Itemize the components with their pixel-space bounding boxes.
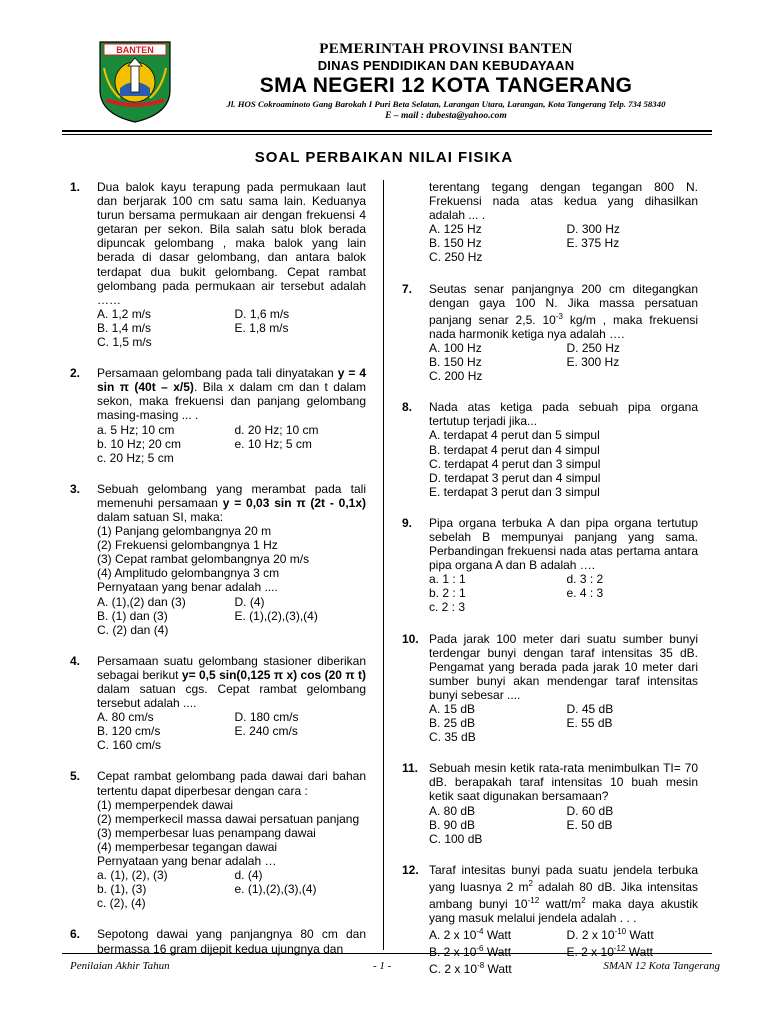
equation: y = 4 sin π (40t – x/5) (97, 366, 366, 395)
option: B. 150 Hz (429, 355, 482, 370)
option: c. (2), (4) (97, 896, 146, 911)
option: e. (1),(2),(3),(4) (234, 882, 317, 897)
statement: Pernyataan yang benar adalah … (97, 854, 277, 869)
exponent: -3 (555, 311, 563, 321)
question-number: 10. (402, 631, 419, 646)
option: d. 3 : 2 (566, 572, 604, 587)
equation: y= 0,5 sin(0,125 π x) cos (20 π t) (181, 667, 366, 682)
column-divider (383, 180, 384, 950)
text-part: dalam satuan SI, maka: (97, 509, 224, 524)
option: E. 50 dB (566, 817, 613, 832)
statement: (2) memperkecil massa dawai persatuan panjang (97, 811, 360, 826)
option: D. 300 Hz (566, 222, 620, 237)
option: A. 125 Hz (429, 222, 482, 237)
question-number: 9. (402, 515, 413, 530)
option: C. 35 dB (429, 730, 476, 745)
page-number: - 1 - (373, 960, 392, 972)
option: A. 15 dB (429, 702, 476, 716)
question-7 (402, 282, 698, 384)
question-text: terentang tegang dengan tegangan 800 N. Frekuensi nada atas kedua yang dihasilkan adalah ... . (429, 180, 698, 223)
equation: y = 0,03 sin π (2t - 0,1x) (222, 495, 366, 510)
answer-options (97, 868, 366, 910)
option: C. 250 Hz (429, 250, 483, 265)
option: E. 55 dB (566, 716, 613, 731)
answer-options (97, 307, 366, 349)
option: D. 2 x $10^{-10}$ Watt (566, 927, 654, 943)
option: C. 1,5 m/s (97, 335, 152, 350)
text-part: Persamaan gelombang pada tali dinyatakan (97, 366, 338, 381)
question-4 (70, 654, 366, 753)
statement: (2) Frekuensi gelombangnya 1 Hz (97, 538, 278, 553)
question-text (97, 654, 366, 710)
question-number: 11. (402, 761, 419, 776)
option: C. 2 x $10^{-8}$ Watt (429, 961, 512, 977)
option: B. 2 x $10^{-6}$ Watt (429, 944, 512, 960)
question-number: 4. (70, 653, 81, 668)
option: D. 60 dB (566, 803, 614, 818)
department-name: DINAS PENDIDIKAN DAN KEBUDAYAAN (317, 58, 575, 73)
footer-rule (62, 953, 712, 954)
option: e. 4 : 3 (566, 586, 604, 601)
question-number: 6. (70, 927, 81, 942)
answer-options (429, 341, 698, 383)
header-rule-thin (62, 134, 712, 135)
question-number: 2. (70, 366, 81, 381)
option: E. 2 x $10^{-12}$ Watt (566, 944, 653, 960)
text-part: Persamaan suatu gelombang stasioner diberikan sebagai berikut (97, 653, 366, 682)
option: D. 250 Hz (566, 340, 620, 355)
text-part: Seutas senar panjangnya 200 cm ditegangkan dengan gaya 100 N. Jika massa persatuan panjang senar 2,5. 10 (429, 281, 698, 327)
question-6 (70, 927, 366, 955)
question-number: 5. (70, 769, 81, 784)
question-text: Pipa organa terbuka A dan pipa organa tertutup sebelah B mempunyai panjang yang sama. Perbandingan frekuensi nada atas pertama antara pipa organa A dan B adalah …. (429, 515, 698, 573)
option: C. 100 dB (429, 831, 483, 846)
question-2 (70, 366, 366, 465)
text-part: watt/m (539, 897, 582, 912)
exponent: 2 (528, 878, 533, 888)
option: B. 90 dB (429, 817, 476, 832)
option: E. (1),(2),(3),(4) (234, 608, 318, 623)
question-text (429, 282, 698, 341)
question-6-continued (402, 180, 698, 265)
answer-options (429, 804, 698, 846)
option: E. 1,8 m/s (234, 320, 289, 335)
option: E. 300 Hz (566, 355, 620, 370)
option: D. terdapat 3 perut dan 4 simpul (429, 470, 601, 485)
footer-right: SMAN 12 Kota Tangerang (603, 960, 720, 972)
question-text: Dua balok kayu terapung pada permukaan laut dan berjarak 100 cm satu sama lain. Keduanya turun bersama permukaan air dengan frekuensi 4 getaran per sekon. Bila salah satu blok berada dipuncak gelombang , maka balok yang lain berada di dasar gelombang, dan antara balok terdapat dua bukit gelombang. Cepat rambat gelombang pada permukaan air tersebut adalah …… (97, 180, 366, 307)
school-name: SMA NEGERI 12 KOTA TANGERANG (259, 74, 633, 97)
answer-options (97, 423, 366, 465)
question-number: 12. (402, 862, 419, 877)
option: b. 10 Hz; 20 cm (97, 436, 182, 451)
option: a. 1 : 1 (429, 572, 466, 587)
option: D. 45 dB (566, 702, 614, 716)
answer-options (429, 702, 698, 744)
question-text: Sebuah mesin ketik rata-rata menimbulkan TI= 70 dB. berapakah taraf intensitas 10 buah mesin ketik saat digunakan bersamaan? (429, 761, 698, 804)
option: C. 200 Hz (429, 369, 483, 384)
text-part: Sebuah gelombang yang merambat pada tali memenuhi persamaan (97, 481, 366, 510)
answer-options (97, 710, 366, 752)
left-column (70, 180, 366, 973)
statement: (1) memperpendek dawai (97, 797, 234, 812)
option: A. 1,2 m/s (97, 306, 152, 321)
footer-left: Penilaian Akhir Tahun (70, 960, 170, 972)
option: E. 375 Hz (566, 236, 620, 251)
option: D. 1,6 m/s (234, 306, 290, 321)
option: E. terdapat 3 perut dan 3 simpul (429, 484, 600, 499)
banten-logo-icon (96, 38, 174, 124)
option: A. 2 x $10^{-4}$ Watt (429, 927, 512, 943)
question-text (97, 366, 366, 422)
question-number: 7. (402, 281, 413, 296)
text-part: dalam satuan cgs. Cepat rambat gelombang tersebut adalah .... (97, 682, 366, 711)
option: C. terdapat 4 perut dan 3 simpul (429, 456, 601, 471)
school-address: Jl. HOS Cokroaminoto Gang Barokah I Puri Beta Selatan, Larangan Utara, Larangan, Kota Tangerang Telp. 734 58340 (226, 99, 666, 109)
question-8 (402, 400, 698, 499)
exponent: 2 (581, 896, 586, 906)
question-10 (402, 632, 698, 745)
question-9 (402, 516, 698, 615)
logo-text: BANTEN (116, 45, 154, 55)
question-text (97, 482, 366, 524)
statement: Pernyataan yang benar adalah .... (97, 580, 278, 595)
option: A. terdapat 4 perut dan 5 simpul (429, 428, 600, 443)
question-3 (70, 482, 366, 637)
statement: (3) memperbesar luas penampang dawai (97, 825, 316, 840)
option: d. 20 Hz; 10 cm (234, 422, 319, 437)
option: D. (4) (234, 594, 265, 609)
option: e. 10 Hz; 5 cm (234, 436, 312, 451)
document-title: SOAL PERBAIKAN NILAI FISIKA (254, 149, 514, 166)
text-part: . Bila x dalam cm dan t dalam sekon, maka frekuensi dan panjang gelombang masing-masing ... . (97, 380, 366, 423)
option: C. (2) dan (4) (97, 622, 169, 637)
option: A. 100 Hz (429, 340, 482, 355)
text-part: adalah 80 dB. Jika intensitas ambang bunyi 10 (429, 879, 698, 912)
option: B. (1) dan (3) (97, 608, 168, 623)
question-text: Cepat rambat gelombang pada dawai dari bahan tertentu dapat diperbesar dengan cara : (97, 769, 366, 798)
text-part: Taraf intesitas bunyi pada suatu jendela terbuka yang luasnya 2 m (429, 862, 698, 894)
answer-options (429, 222, 698, 264)
question-number: 3. (70, 481, 81, 496)
statement: (3) Cepat rambat gelombangnya 20 m/s (97, 552, 310, 567)
exponent: -12 (527, 896, 540, 906)
option: A. 80 cm/s (97, 710, 154, 725)
option: B. 150 Hz (429, 236, 482, 251)
option: B. terdapat 4 perut dan 4 simpul (429, 442, 600, 457)
option: b. (1), (3) (97, 882, 147, 897)
question-text: Nada atas ketiga pada sebuah pipa organa tertutup terjadi jika... (429, 400, 698, 429)
answer-options (429, 428, 698, 498)
statement: (1) Panjang gelombangnya 20 m (97, 524, 272, 539)
question-text (429, 863, 698, 925)
option: A. (1),(2) dan (3) (97, 594, 186, 609)
question-11 (402, 761, 698, 846)
option: A. 80 dB (429, 803, 476, 818)
option: a. 5 Hz; 10 cm (97, 422, 175, 437)
text-part: kg/m , maka frekuensi nada harmonik ketiga nya adalah …. (429, 312, 698, 341)
option: C. 160 cm/s (97, 738, 162, 753)
question-number: 8. (402, 400, 413, 415)
letterhead (176, 40, 716, 122)
text-part: maka daya akustik yang masuk melalui jendela adalah . . . (429, 897, 699, 926)
option: B. 1,4 m/s (97, 320, 152, 335)
option: B. 120 cm/s (97, 724, 161, 739)
option: c. 2 : 3 (429, 600, 466, 615)
question-text: Pada jarak 100 meter dari suatu sumber bunyi terdengar bunyi dengan taraf intensitas 35 dB. Pengamat yang berada pada jarak 10 meter dari sumber bunyi akan mendengar taraf intensitas bunyi sebesar .... (429, 631, 698, 702)
statement: (4) memperbesar tegangan dawai (97, 839, 278, 854)
option: D. 180 cm/s (234, 710, 299, 725)
question-number: 1. (70, 180, 81, 194)
option: a. (1), (2), (3) (97, 868, 168, 883)
question-5 (70, 769, 366, 910)
option: E. 240 cm/s (234, 724, 298, 739)
option: B. 25 dB (429, 716, 476, 731)
question-text: Sepotong dawai yang panjangnya 80 cm dan bermassa 16 gram dijepit kedua ujungnya dan (97, 927, 366, 956)
answer-options (429, 572, 698, 614)
header-rule-thick (62, 130, 712, 132)
question-1 (70, 180, 366, 349)
right-column (402, 180, 698, 994)
option: d. (4) (234, 868, 263, 883)
option: c. 20 Hz; 5 cm (97, 450, 174, 465)
government-name: PEMERINTAH PROVINSI BANTEN (319, 41, 573, 57)
page-footer (70, 960, 720, 976)
option: b. 2 : 1 (429, 586, 466, 601)
school-email: E – mail : dubesta@yahoo.com (385, 111, 507, 121)
answer-options (97, 595, 366, 637)
statement: (4) Amplitudo gelombangnya 3 cm (97, 566, 280, 581)
